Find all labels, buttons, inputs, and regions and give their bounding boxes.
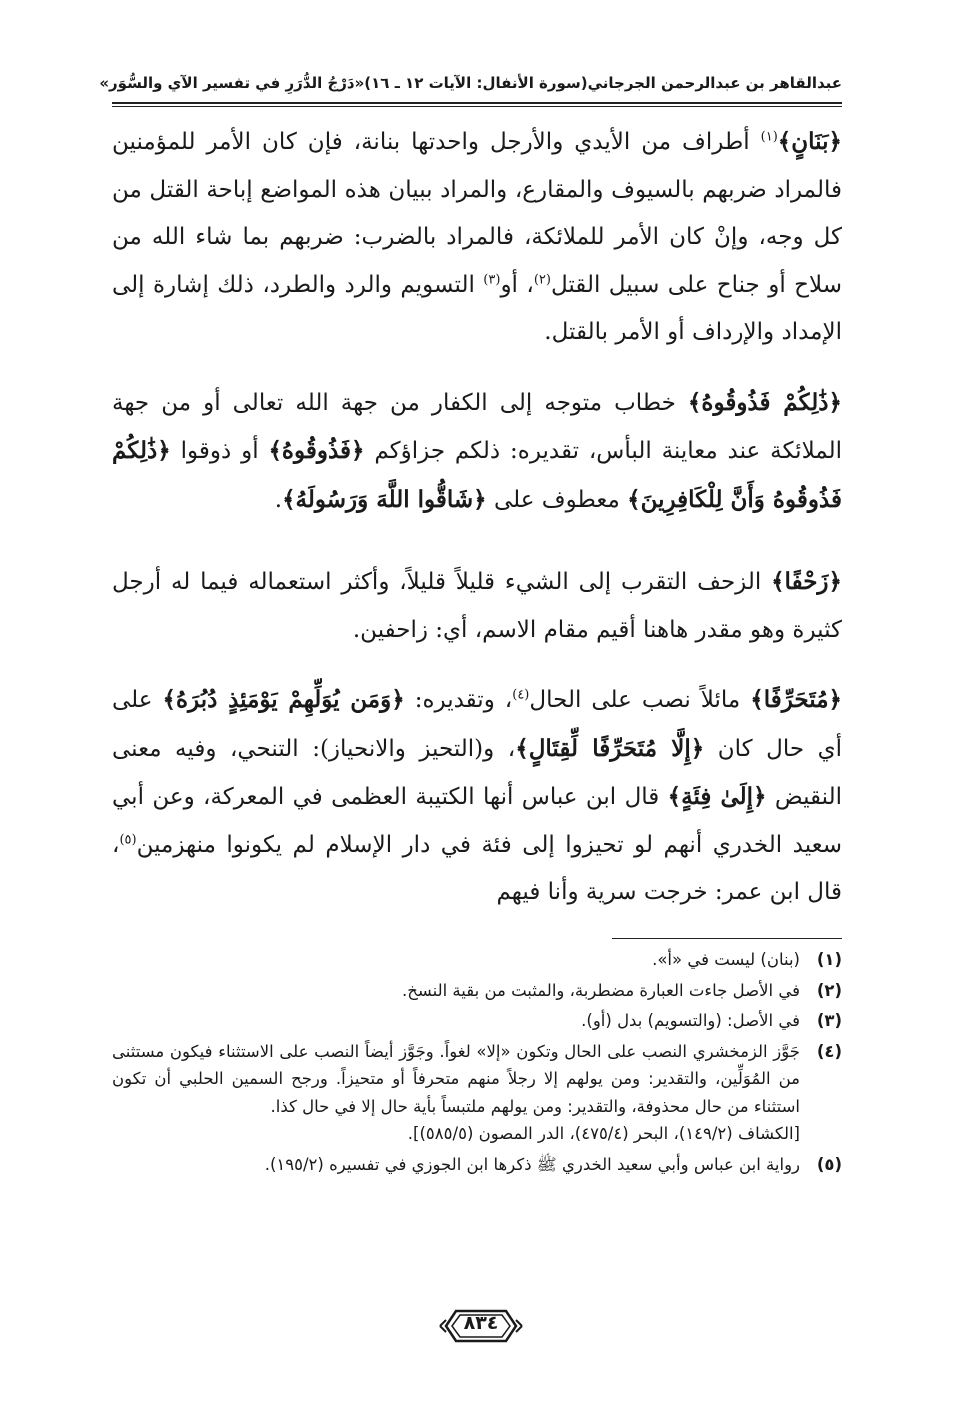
footnote-text xyxy=(112,1038,800,1148)
footnote-line: في الأصل: (والتسويم) بدل (أو). xyxy=(581,1011,800,1030)
header-book-title: «دَرْجُ الدُّرَرِ في تفسير الآي والسُّوَر» xyxy=(99,74,365,92)
footnote-citation: [الكشاف (١٤٩/٢)، البحر (٤٧٥/٤)، الدر المصون (٥٨٥/٥)]. xyxy=(407,1124,800,1143)
paragraph-mutaharrifan xyxy=(112,676,842,917)
quran-quote: ﴿ذَٰلِكُمْ فَذُوقُوهُ﴾ xyxy=(687,388,842,416)
footnote-ref: (١) xyxy=(760,129,778,145)
footnote-ref: (٢) xyxy=(533,271,551,287)
footnote-line: جَوَّز الزمخشري النصب على الحال وتكون «إلا» لغواً. وجَوَّز أيضاً النصب على الاستثناء فيكون مستثنى من المُوَلِّين، والتقدير: ومن يولهم إلا رجلاً منهم متحرفاً أو متحيزاً. ورجح السمين الحلبي أن تكون استثناء من حال محذوفة، والتقدير: ومن يولهم ملتبساً بأية حال إلا في حال كذا. xyxy=(112,1041,800,1116)
paragraph-text: ، وتقديره: xyxy=(404,687,513,713)
paragraph-text: ، و(التحيز والانحياز): التنحي، وفيه معنى النقيض xyxy=(112,735,842,810)
main-text xyxy=(112,118,842,917)
header-rule xyxy=(112,102,842,104)
paragraph-gap xyxy=(112,357,842,379)
paragraph-text: ، أو xyxy=(500,271,534,298)
footnote-text xyxy=(112,946,800,974)
paragraph-banan xyxy=(112,118,842,357)
quran-quote: ﴿مُتَحَرِّفًا﴾ xyxy=(750,686,842,713)
footnote-separator xyxy=(612,938,842,939)
footnote-line: (بنان) ليست في «أ». xyxy=(652,950,800,969)
paragraph-text: . xyxy=(274,486,283,513)
footnote-number: (٥) xyxy=(816,1154,842,1174)
header-rule-thin xyxy=(112,106,842,107)
paragraph-text: على أي حال كان xyxy=(112,687,842,762)
quran-quote: ﴿زَحْفًا﴾ xyxy=(771,568,842,595)
header-surah: (سورة الأنفال: الآيات ١٢ ـ ١٦) xyxy=(364,74,588,92)
paragraph-dhalikum xyxy=(112,379,842,525)
footnote-item xyxy=(112,1038,842,1148)
footnote-number: (٢) xyxy=(816,980,842,1000)
paragraph-text: خطاب متوجه إلى الكفار من جهة الله تعالى أو من جهة الملائكة عند معاينة البأس، تقديره: ذلكم جزاؤكم xyxy=(112,389,842,464)
quran-quote: ﴿إِلَّا مُتَحَرِّفًا لِّقِتَالٍ﴾ xyxy=(515,734,705,762)
paragraph-text: أطراف من الأيدي والأرجل واحدتها بنانة، فإن كان الأمر للمؤمنين فالمراد ضربهم بالسيوف والمقارع، والمراد ببيان هذه المواضع إباحة القتل من كل وجه، وإنْ كان الأمر للملائكة، فالمراد بالضرب: ضربهم بما شاء الله من سلاح أو جناح على سبيل القتل xyxy=(112,129,842,298)
footnote-number: (٣) xyxy=(816,1011,842,1030)
paragraph-gap xyxy=(112,524,842,558)
quran-quote: ﴿شَاقُّوا اللَّهَ وَرَسُولَهُ﴾ xyxy=(282,485,487,513)
quran-quote: ﴿وَمَن يُوَلِّهِمْ يَوْمَئِذٍ دُبُرَهُ﴾ xyxy=(162,686,405,713)
footnotes xyxy=(112,946,842,1181)
quran-quote: ﴿ذَٰلِكُمْ فَذُوقُوهُ وَأَنَّ لِلْكَافِرِينَ﴾ xyxy=(112,437,842,513)
page-number: ٨٣٤ xyxy=(463,1312,499,1334)
paragraph-text: الزحف التقرب إلى الشيء قليلاً قليلاً، وأكثر استعماله فيما له أرجل كثيرة وهو مقدر هاهنا أقيم مقام الاسم، أي: زاحفين. xyxy=(112,569,842,643)
footnote-item xyxy=(112,1151,842,1179)
footnote-line: رواية ابن عباس وأبي سعيد الخدري ﷺ ذكرها ابن الجوزي في تفسيره (١٩٥/٢). xyxy=(264,1154,800,1174)
footnote-item xyxy=(112,1007,842,1035)
paragraph-text: أو ذوقوا xyxy=(170,438,269,464)
quran-quote: ﴿فَذُوقُوهُ﴾ xyxy=(268,437,365,464)
paragraph-gap xyxy=(112,654,842,676)
footnote-text xyxy=(112,977,800,1005)
paragraph-text: قال ابن عباس أنها الكتيبة العظمى في المعركة، وعن أبي سعيد الخدري أنهم لو تحيزوا إلى فئة في دار الإسلام لم يكونوا منهزمين xyxy=(112,784,842,858)
paragraph-text: ، قال ابن عمر: خرجت سرية وأنا فيهم xyxy=(112,831,842,905)
paragraph-text: معطوف على xyxy=(486,486,628,513)
running-header xyxy=(99,66,842,100)
page-number-ornament xyxy=(438,1306,524,1346)
quran-quote: ﴿بَنَانٍ﴾ xyxy=(777,128,842,155)
footnote-number: (١) xyxy=(816,950,842,969)
footnote-text xyxy=(112,1007,800,1035)
footnote-line: في الأصل جاءت العبارة مضطربة، والمثبت من بقية النسخ. xyxy=(401,980,800,1000)
footnote-ref: (٥) xyxy=(119,831,137,847)
quran-quote: ﴿إِلَىٰ فِئَةٍ﴾ xyxy=(667,783,767,810)
footnote-item xyxy=(112,977,842,1005)
header-author: عبدالقاهر بن عبدالرحمن الجرجاني xyxy=(587,74,842,92)
paragraph-zahfan xyxy=(112,558,842,654)
footnote-ref: (٣) xyxy=(483,271,501,287)
paragraph-text: التسويم والرد والطرد، ذلك إشارة إلى الإمداد والإرداف أو الأمر بالقتل. xyxy=(112,271,842,345)
paragraph-text: مائلاً نصب على الحال xyxy=(529,687,751,713)
footnote-ref: (٤) xyxy=(512,687,530,703)
footnote-text xyxy=(112,1151,800,1179)
footnote-item xyxy=(112,946,842,974)
footnote-number: (٤) xyxy=(816,1041,842,1061)
